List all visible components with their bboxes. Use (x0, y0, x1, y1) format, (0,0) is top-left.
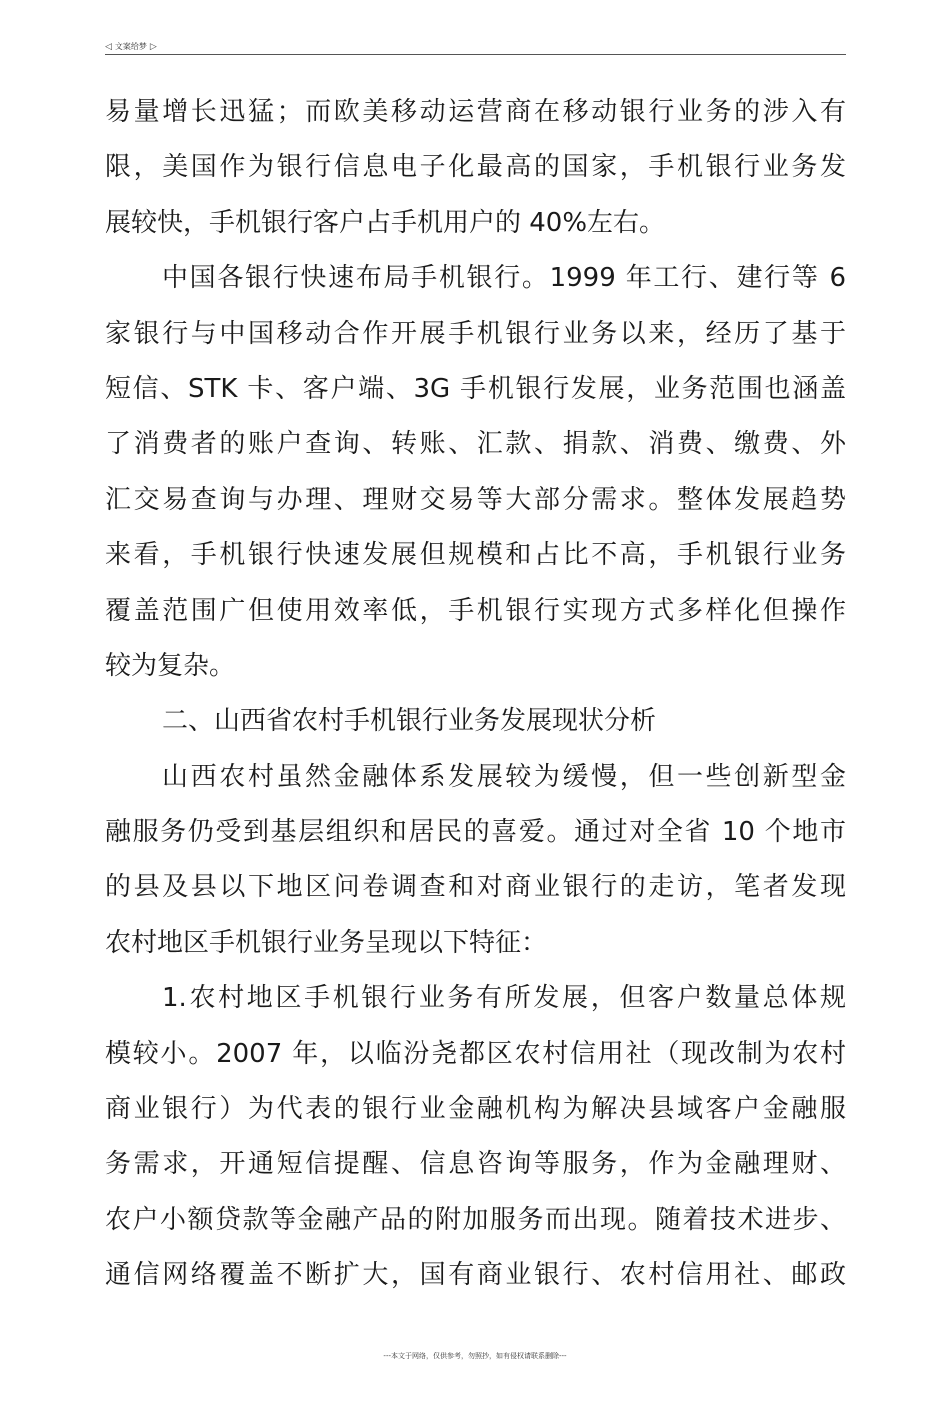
text-line: 的县及县以下地区问卷调查和对商业银行的走访，笔者发现 (105, 872, 846, 903)
text-line: 汇交易查询与办理、理财交易等大部分需求。整体发展趋势 (105, 484, 846, 515)
section-heading: 二、山西省农村手机银行业务发展现状分析 (162, 706, 657, 737)
right-triangle-icon: ▷ (149, 42, 157, 52)
text-line: 中国各银行快速布局手机银行。1999 年工行、建行等 6 (162, 263, 846, 294)
text-line: 较为复杂。 (105, 650, 236, 681)
text-line: 了消费者的账户查询、转账、汇款、捐款、消费、缴费、外 (105, 429, 846, 460)
text-line: 模较小。2007 年，以临汾尧都区农村信用社（现改制为农村 (105, 1038, 846, 1069)
document-body (105, 85, 846, 1304)
text-line: 商业银行）为代表的银行业金融机构为解决县域客户金融服 (105, 1094, 846, 1125)
text-line: 山西农村虽然金融体系发展较为缓慢，但一些创新型金 (162, 761, 846, 792)
text-line: 限，美国作为银行信息电子化最高的国家，手机银行业务发 (105, 152, 846, 183)
text-line: 来看，手机银行快速发展但规模和占比不高，手机银行业务 (105, 540, 846, 571)
text-line: 家银行与中国移动合作开展手机银行业务以来，经历了基于 (105, 318, 846, 349)
header-label: 文案给梦 (114, 42, 147, 51)
text-line: 农户小额贷款等金融产品的附加服务而出现。随着技术进步、 (105, 1204, 846, 1235)
text-line: 短信、STK 卡、客户端、3G 手机银行发展，业务范围也涵盖 (105, 373, 846, 404)
page-footer-note: ---本文于网络，仅供参考，勿照抄，如有侵权请联系删除--- (383, 1352, 567, 1360)
text-line: 展较快，手机银行客户占手机用户的 40%左右。 (105, 207, 666, 238)
text-line: 覆盖范围广但使用效率低，手机银行实现方式多样化但操作 (105, 595, 846, 626)
text-line: 务需求，开通短信提醒、信息咨询等服务，作为金融理财、 (105, 1149, 846, 1180)
page-header (105, 40, 846, 55)
text-line: 1.农村地区手机银行业务有所发展，但客户数量总体规 (162, 983, 846, 1014)
text-line: 融服务仍受到基层组织和居民的喜爱。通过对全省 10 个地市 (105, 817, 846, 848)
left-triangle-icon: ◁ (105, 42, 112, 52)
text-line: 农村地区手机银行业务呈现以下特征： (105, 927, 548, 958)
text-line: 易量增长迅猛；而欧美移动运营商在移动银行业务的涉入有 (105, 97, 846, 127)
text-line: 通信网络覆盖不断扩大，国有商业银行、农村信用社、邮政 (105, 1260, 846, 1291)
